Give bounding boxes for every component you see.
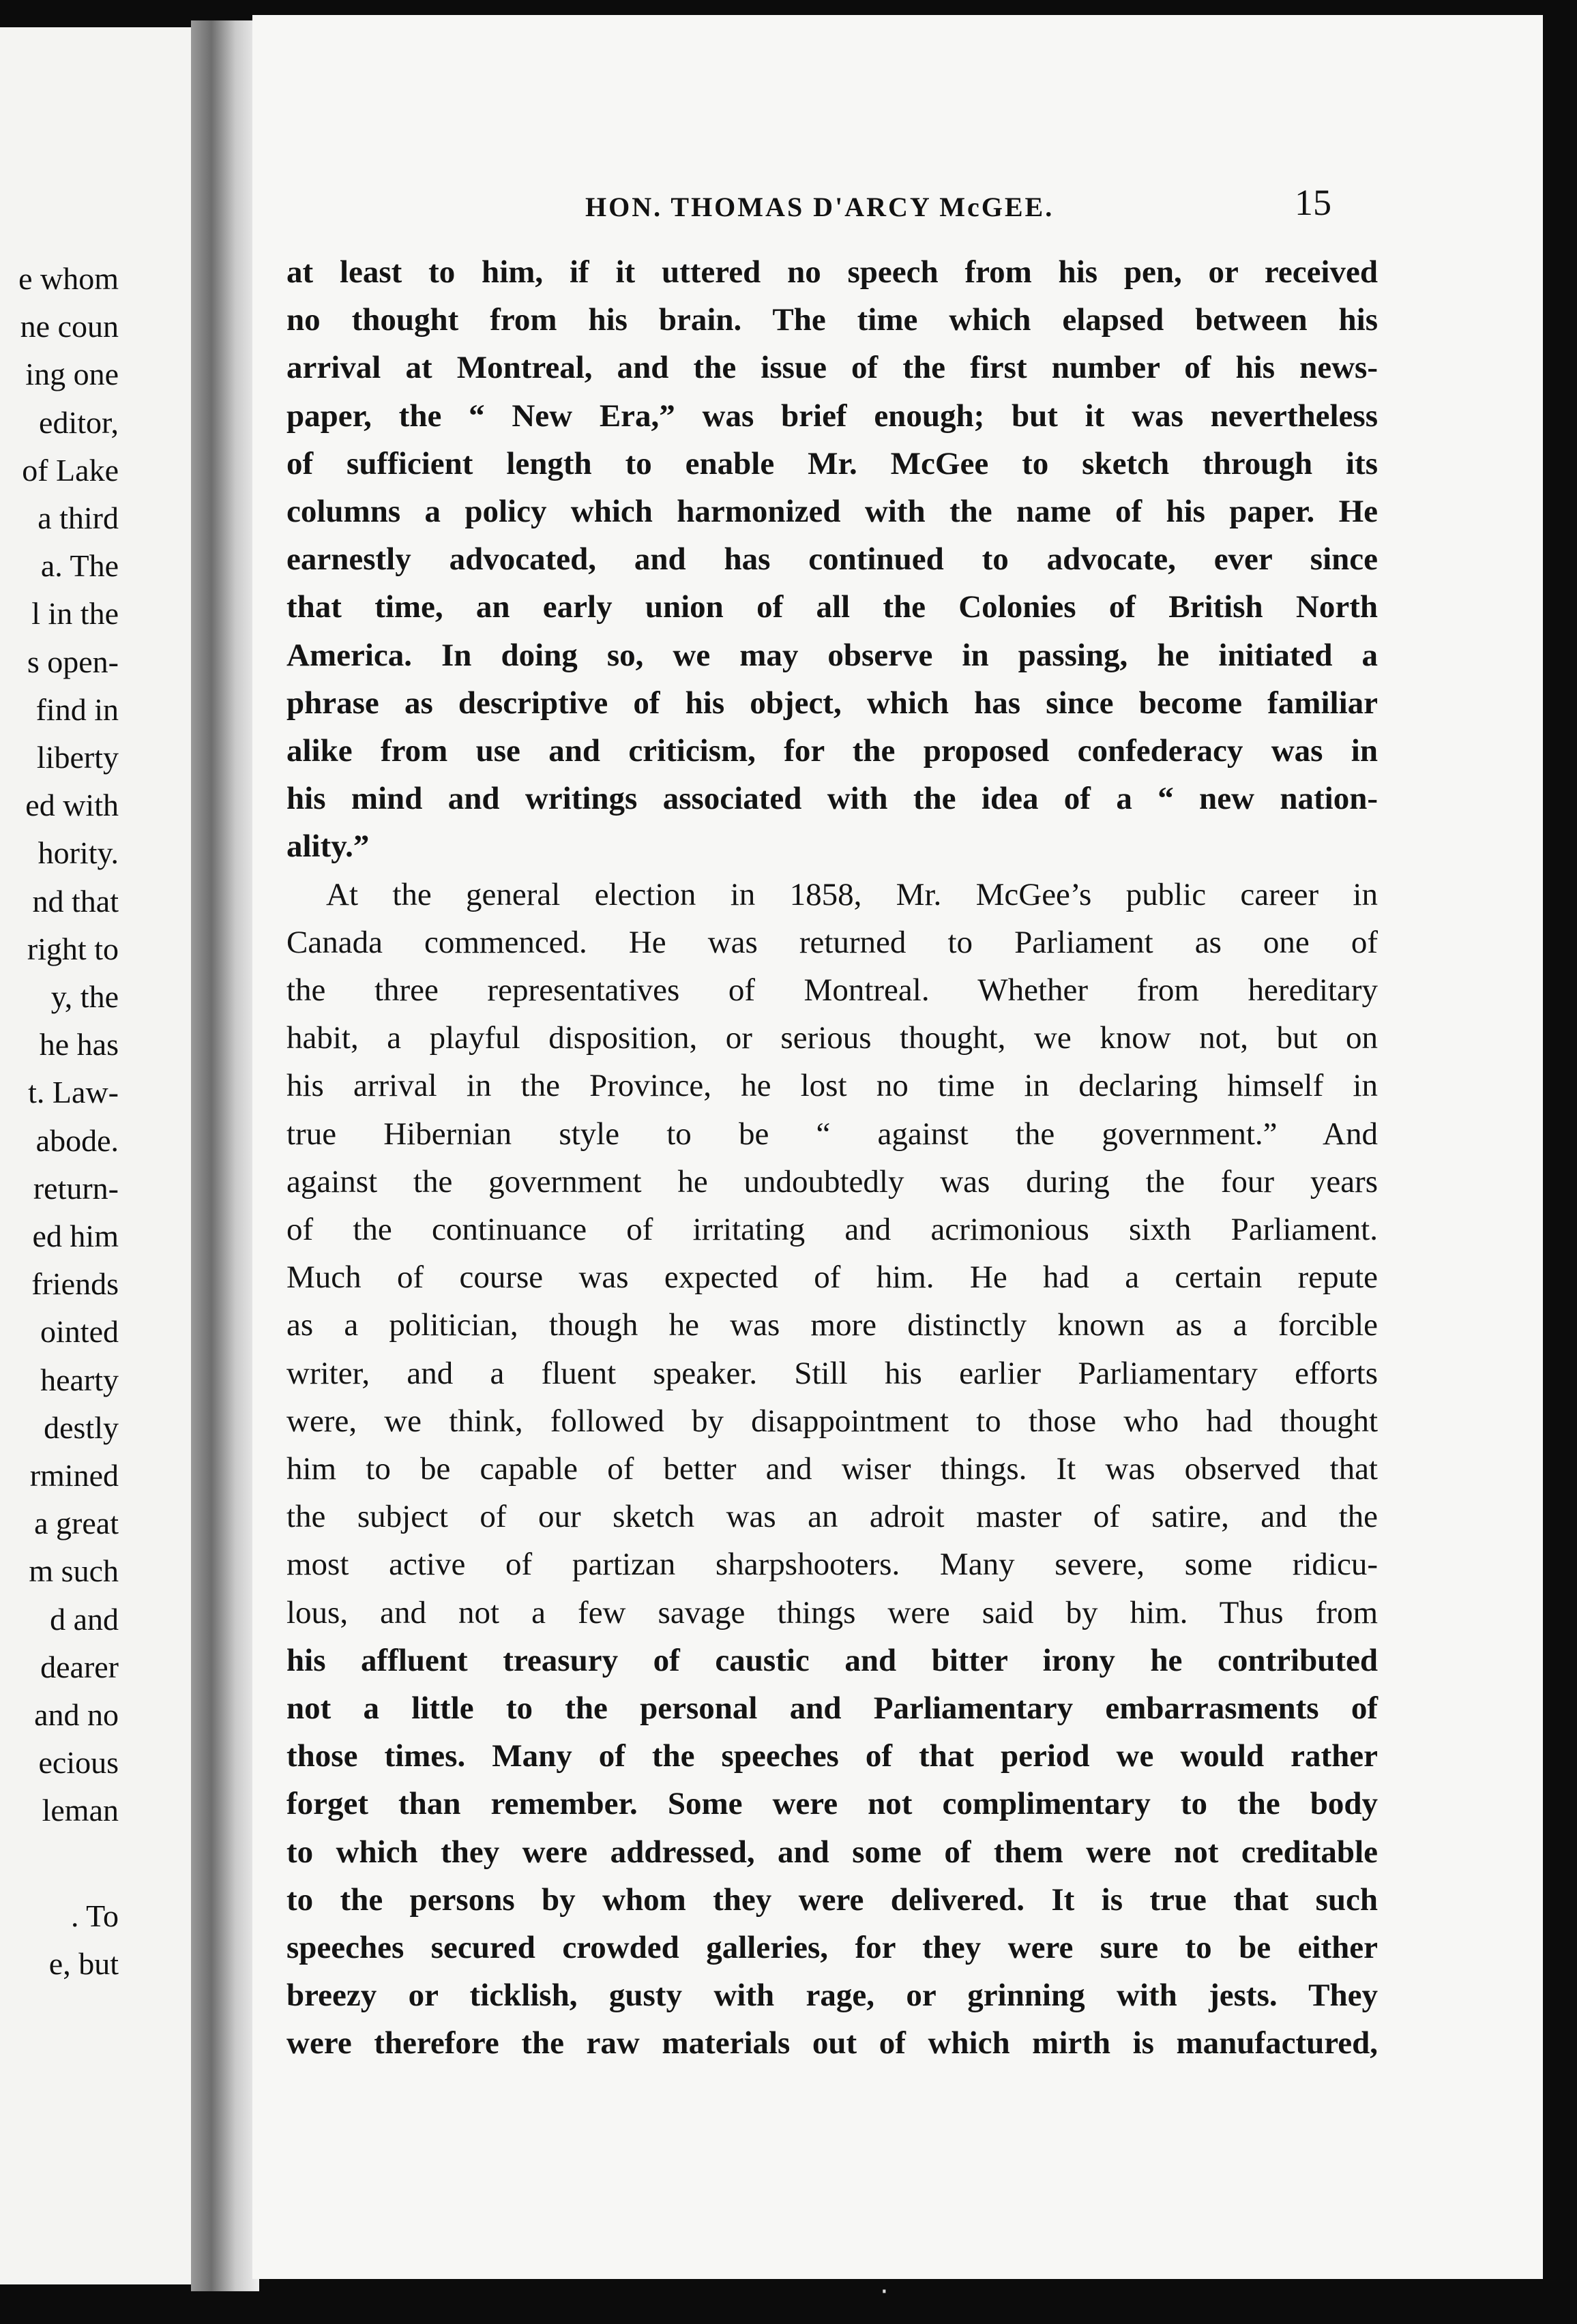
left-page-line-fragment: y, the <box>50 979 119 1014</box>
text-line: were, we think, followed by disappointment to those who had thought <box>286 1403 1378 1439</box>
left-page-line-fragment: e whom <box>18 261 119 296</box>
left-facing-page <box>0 27 205 2284</box>
text-line: his affluent treasury of caustic and bitter irony he contributed <box>286 1642 1378 1678</box>
left-page-line-fragment: return- <box>33 1170 119 1206</box>
left-page-line-fragment: right to <box>27 931 119 966</box>
text-line: of the continuance of irritating and acrimonious sixth Parliament. <box>286 1212 1378 1247</box>
left-page-line-fragment: e, but <box>48 1946 119 1981</box>
left-page-line-fragment: and no <box>34 1697 119 1732</box>
text-line: to the persons by whom they were delivered. It is true that such <box>286 1881 1378 1918</box>
text-line: America. In doing so, we may observe in passing, he initiated a <box>286 637 1378 673</box>
left-page-line-fragment: abode. <box>35 1122 119 1158</box>
text-line: him to be capable of better and wiser things. It was observed that <box>286 1451 1378 1487</box>
left-page-line-fragment: d and <box>50 1601 119 1637</box>
text-line: his mind and writings associated with the idea of a “ new nation- <box>286 781 1378 817</box>
text-line: against the government he undoubtedly was during the four years <box>286 1163 1378 1200</box>
text-line: at least to him, if it uttered no speech from his pen, or received <box>286 254 1378 290</box>
text-line: speeches secured crowded galleries, for they were sure to be either <box>286 1930 1378 1965</box>
left-page-line-fragment: rmined <box>29 1458 119 1493</box>
text-line: the three representatives of Montreal. Whether from hereditary <box>286 972 1378 1008</box>
text-line: Much of course was expected of him. He had a certain repute <box>286 1260 1378 1296</box>
left-page-line-fragment: liberty <box>36 740 119 775</box>
text-line: true Hibernian style to be “ against the government.” And <box>286 1116 1378 1152</box>
left-page-line-fragment: hority. <box>38 835 119 871</box>
left-page-line-fragment: of Lake <box>22 452 119 488</box>
left-page-line-fragment: dearer <box>40 1649 119 1684</box>
text-line: that time, an early union of all the Colonies of British North <box>286 589 1378 625</box>
text-line: arrival at Montreal, and the issue of the first number of his news- <box>286 350 1378 386</box>
left-page-line-fragment: a. The <box>40 548 119 584</box>
text-line: habit, a playful disposition, or serious thought, we know not, but on <box>286 1020 1378 1056</box>
text-line: phrase as descriptive of his object, which has since become familiar <box>286 685 1378 721</box>
text-line: his arrival in the Province, he lost no time in declaring himself in <box>286 1068 1378 1104</box>
text-line: columns a policy which harmonized with the name of his paper. He <box>286 494 1378 529</box>
text-line: to which they were addressed, and some of them were not creditable <box>286 1834 1378 1870</box>
text-line: ality.” <box>286 829 370 865</box>
left-page-line-fragment: hearty <box>40 1362 119 1397</box>
text-line: no thought from his brain. The time which elapsed between his <box>286 302 1378 338</box>
left-page-line-fragment: . To <box>70 1898 119 1933</box>
text-line: earnestly advocated, and has continued to advocate, ever since <box>286 541 1378 578</box>
text-line: of sufficient length to enable Mr. McGee to sketch through its <box>286 445 1378 481</box>
left-page-line-fragment: a great <box>34 1506 119 1541</box>
left-page-line-fragment: a third <box>38 501 119 535</box>
text-line: as a politician, though he was more distinctly known as a forcible <box>286 1307 1378 1343</box>
left-page-line-fragment: l in the <box>31 596 119 631</box>
left-page-line-fragment: m such <box>29 1553 119 1589</box>
left-page-line-fragment: nd that <box>32 883 119 919</box>
left-page-line-fragment: he has <box>39 1027 119 1062</box>
left-page-line-fragment: ne coun <box>20 309 119 344</box>
left-page-line-fragment: destly <box>44 1410 119 1445</box>
text-line: breezy or ticklish, gusty with rage, or grinning with jests. They <box>286 1978 1378 2014</box>
left-page-line-fragment: editor, <box>39 404 119 440</box>
page-number: 15 <box>1295 182 1331 223</box>
right-page <box>252 15 1543 2308</box>
text-line: alike from use and criticism, for the proposed confederacy was in <box>286 733 1378 769</box>
text-line: At the general election in 1858, Mr. McGee’s public career in <box>326 876 1378 912</box>
left-page-line-fragment: s open- <box>27 644 119 679</box>
text-line: Canada commenced. He was returned to Parliament as one of <box>286 924 1378 960</box>
running-head: HON. THOMAS D'ARCY McGEE. <box>585 192 1055 222</box>
text-line: paper, the “ New Era,” was brief enough; but it was nevertheless <box>286 398 1378 434</box>
text-line: not a little to the personal and Parliamentary embarrasments of <box>286 1690 1378 1726</box>
text-line: the subject of our sketch was an adroit master of satire, and the <box>286 1499 1378 1535</box>
text-line: were therefore the raw materials out of which mirth is manufactured, <box>286 2025 1378 2061</box>
page-speck: · <box>880 2276 889 2308</box>
left-page-line-fragment: friends <box>31 1266 119 1302</box>
text-line: lous, and not a few savage things were said by him. Thus from <box>286 1594 1378 1630</box>
left-page-line-fragment: leman <box>42 1793 119 1828</box>
left-page-line-fragment: find in <box>35 691 119 727</box>
text-line: writer, and a fluent speaker. Still his earlier Parliamentary efforts <box>286 1355 1378 1391</box>
left-page-line-fragment: ed him <box>32 1219 119 1253</box>
book-gutter-shadow <box>191 20 259 2291</box>
text-line: most active of partizan sharpshooters. Many severe, some ridicu- <box>286 1547 1378 1583</box>
left-page-line-fragment: t. Law- <box>28 1075 119 1110</box>
left-page-line-fragment: ecious <box>38 1745 119 1781</box>
left-page-line-fragment: ing one <box>25 357 119 392</box>
text-line: those times. Many of the speeches of that period we would rather <box>286 1738 1378 1774</box>
text-line: forget than remember. Some were not complimentary to the body <box>286 1786 1378 1822</box>
left-page-line-fragment: ointed <box>40 1314 119 1350</box>
left-page-line-fragment: ed with <box>25 788 119 823</box>
